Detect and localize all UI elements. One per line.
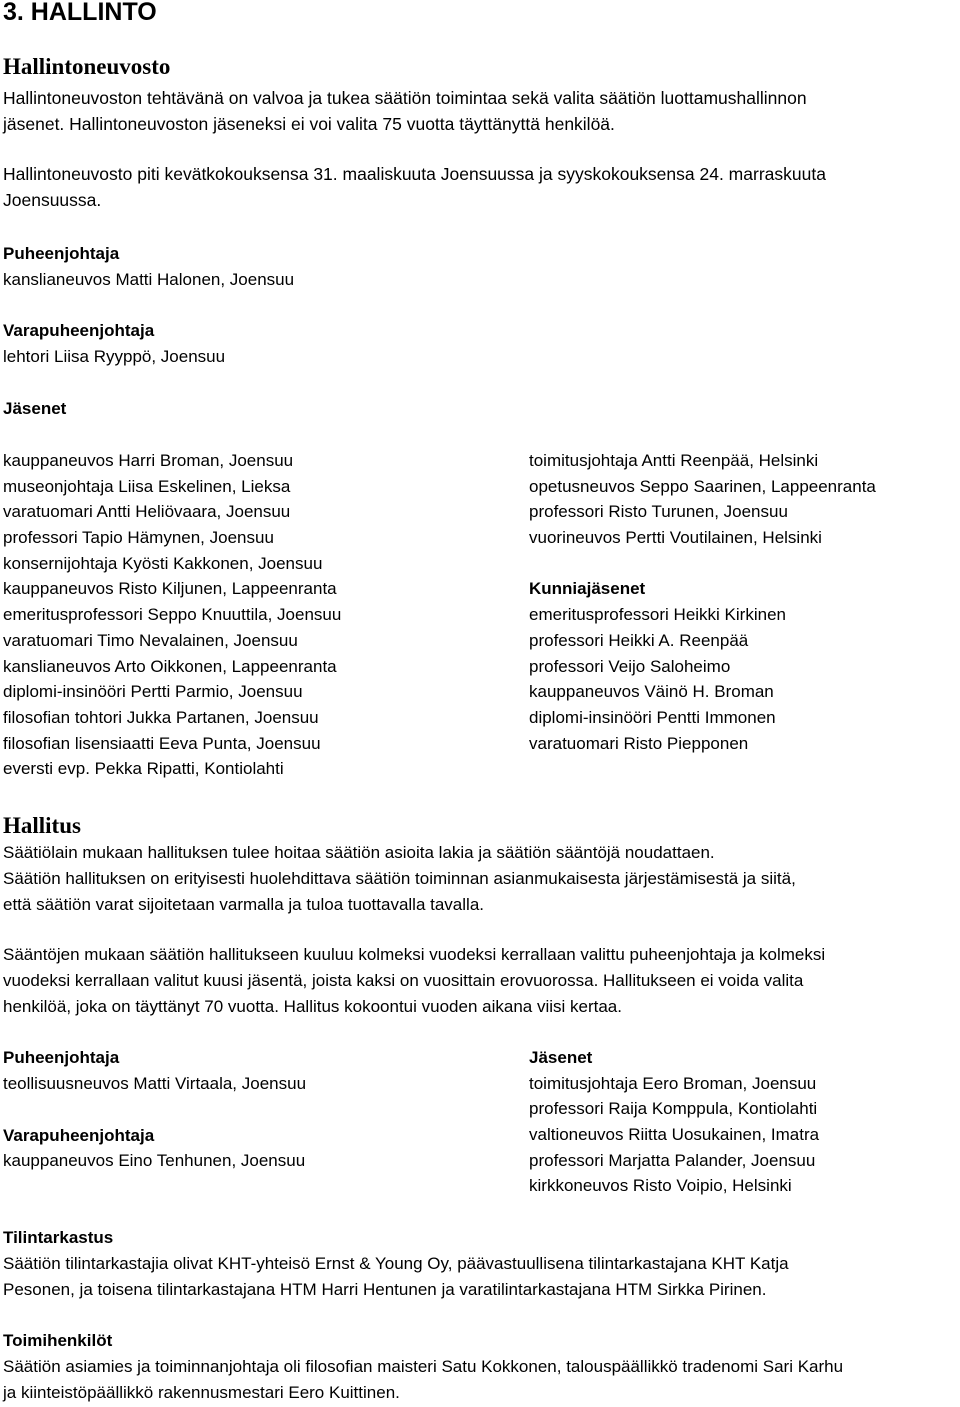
- hallintoneuvosto-vice-label: Varapuheenjohtaja: [3, 321, 155, 340]
- hallintoneuvosto-meetings-line-2: Joensuussa.: [3, 190, 102, 210]
- list-item: professori Risto Turunen, Joensuu: [529, 502, 788, 522]
- hallitus-members-label: Jäsenet: [529, 1048, 593, 1067]
- list-item: kauppaneuvos Harri Broman, Joensuu: [3, 451, 294, 470]
- list-item: kanslianeuvos Arto Oikkonen, Lappeenranta: [3, 656, 337, 676]
- hallitus-members-list: [529, 1045, 819, 1199]
- tilintarkastus-line-2: Pesonen, ja toisena tilintarkastajana HTM Harri Hentunen ja varatilintarkastajana HTM Sirkka Pirinen.: [3, 1280, 767, 1299]
- section-title-tilintarkastus: Tilintarkastus: [3, 1228, 114, 1247]
- list-item: filosofian tohtori Jukka Partanen, Joensuu: [3, 707, 319, 727]
- list-item: diplomi-insinööri Pertti Parmio, Joensuu: [3, 682, 303, 702]
- list-item: professori Raija Komppula, Kontiolahti: [529, 1099, 818, 1119]
- hallintoneuvosto-members-label: Jäsenet: [3, 399, 67, 418]
- list-item: kauppaneuvos Risto Kiljunen, Lappeenranta: [3, 579, 337, 599]
- hallitus-vice-label: Varapuheenjohtaja: [3, 1126, 155, 1145]
- hallintoneuvosto-honorary-label: Kunniajäsenet: [529, 579, 646, 599]
- hallitus-vice: kauppaneuvos Eino Tenhunen, Joensuu: [3, 1151, 306, 1170]
- hallintoneuvosto-members-right-list: [529, 448, 876, 756]
- list-item: museonjohtaja Liisa Eskelinen, Lieksa: [3, 476, 291, 496]
- hallintoneuvosto-intro-line-1: Hallintoneuvoston tehtävänä on valvoa ja tukea säätiön toimintaa sekä valita säätiön luottamushallinnon: [3, 88, 807, 108]
- hallintoneuvosto-chair-label: Puheenjohtaja: [3, 244, 120, 263]
- list-item: filosofian lisensiaatti Eeva Punta, Joensuu: [3, 733, 321, 753]
- list-item: varatuomari Antti Heliövaara, Joensuu: [3, 502, 291, 522]
- hallintoneuvosto-vice: lehtori Liisa Ryyppö, Joensuu: [3, 347, 226, 366]
- hallitus-para1-line-2: Säätiön hallituksen on erityisesti huolehdittava säätiön toiminnan asianmukaisesta järjestämisestä ja siitä,: [3, 869, 796, 888]
- hallintoneuvosto-chair: kanslianeuvos Matti Halonen, Joensuu: [3, 270, 295, 289]
- list-item: professori Marjatta Palander, Joensuu: [529, 1150, 816, 1170]
- page-title: 3. HALLINTO: [3, 0, 157, 26]
- hallitus-chair: teollisuusneuvos Matti Virtaala, Joensuu: [3, 1074, 307, 1093]
- list-item: professori Veijo Saloheimo: [529, 656, 731, 676]
- list-item: eversti evp. Pekka Ripatti, Kontiolahti: [3, 759, 284, 779]
- list-item: toimitusjohtaja Eero Broman, Joensuu: [529, 1073, 817, 1093]
- list-item: kirkkoneuvos Risto Voipio, Helsinki: [529, 1176, 792, 1196]
- hallitus-para2-line-3: henkilöä, joka on täyttänyt 70 vuotta. Hallitus kokoontui vuoden aikana viisi kertaa.: [3, 997, 622, 1016]
- hallintoneuvosto-meetings-line-1: Hallintoneuvosto piti kevätkokouksensa 31. maaliskuuta Joensuussa ja syyskokouksensa 24. marraskuuta: [3, 164, 826, 184]
- toimihenkilot-line-1: Säätiön asiamies ja toiminnanjohtaja oli filosofian maisteri Satu Kokkonen, talouspäällikkö tradenomi Sari Karhu: [3, 1357, 844, 1376]
- list-item: opetusneuvos Seppo Saarinen, Lappeenranta: [529, 476, 876, 496]
- list-item: kauppaneuvos Väinö H. Broman: [529, 682, 774, 702]
- section-title-hallintoneuvosto: Hallintoneuvosto: [3, 54, 171, 79]
- list-item: varatuomari Risto Piepponen: [529, 733, 749, 753]
- list-item: varatuomari Timo Nevalainen, Joensuu: [3, 630, 298, 650]
- list-item: professori Tapio Hämynen, Joensuu: [3, 528, 274, 548]
- section-title-hallitus: Hallitus: [3, 813, 81, 838]
- list-item: toimitusjohtaja Antti Reenpää, Helsinki: [529, 451, 819, 470]
- hallintoneuvosto-members-left-list: [3, 448, 341, 782]
- list-item: emeritusprofessori Heikki Kirkinen: [529, 605, 786, 625]
- hallitus-para1-line-1: Säätiölain mukaan hallituksen tulee hoitaa säätiön asioita lakia ja säätiön sääntöjä noudattaen.: [3, 843, 715, 862]
- list-item: emeritusprofessori Seppo Knuuttila, Joensuu: [3, 605, 342, 625]
- list-item: professori Heikki A. Reenpää: [529, 630, 749, 650]
- list-item: vuorineuvos Pertti Voutilainen, Helsinki: [529, 528, 822, 548]
- toimihenkilot-line-2: ja kiinteistöpäällikkö rakennusmestari Eero Kuittinen.: [3, 1383, 400, 1402]
- hallintoneuvosto-intro-line-2: jäsenet. Hallintoneuvoston jäseneksi ei voi valita 75 vuotta täyttänyttä henkilöä.: [3, 114, 615, 134]
- hallitus-para2-line-2: vuodeksi kerrallaan valitut kuusi jäsentä, joista kaksi on vuosittain erovuorossa. Hallitukseen ei voida valita: [3, 971, 804, 990]
- tilintarkastus-line-1: Säätiön tilintarkastajia olivat KHT-yhteisö Ernst & Young Oy, päävastuullisena tilintarkastajana KHT Katja: [3, 1254, 789, 1273]
- hallitus-chair-label: Puheenjohtaja: [3, 1048, 120, 1067]
- list-item: diplomi-insinööri Pentti Immonen: [529, 707, 776, 727]
- list-item: konsernijohtaja Kyösti Kakkonen, Joensuu: [3, 553, 323, 573]
- list-item: valtioneuvos Riitta Uosukainen, Imatra: [529, 1125, 820, 1145]
- hallitus-para1-line-3: että säätiön varat sijoitetaan varmalla ja tuloa tuottavalla tavalla.: [3, 895, 484, 914]
- section-title-toimihenkilot: Toimihenkilöt: [3, 1331, 113, 1350]
- hallitus-para2-line-1: Sääntöjen mukaan säätiön hallitukseen kuuluu kolmeksi vuodeksi kerrallaan valittu puheenjohtaja ja kolmeksi: [3, 945, 826, 964]
